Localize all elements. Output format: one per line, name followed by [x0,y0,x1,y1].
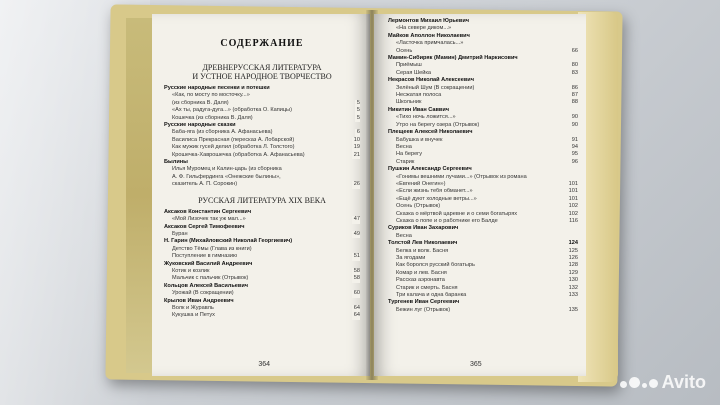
toc-author [388,77,578,84]
toc-entry-title: Комар и лев. Басня [396,269,447,276]
toc-entry [164,268,360,275]
toc-entry [388,307,578,314]
avito-wordmark: Avito [661,372,706,392]
toc-entry-title: На берегу [396,151,423,158]
toc-entry [164,305,360,312]
toc-author [164,159,360,166]
toc-entry-title: «На севере диком...» [396,25,452,32]
toc-page-number: 130 [568,277,578,284]
toc-page-number: 60 [353,290,360,297]
toc-entry-title: Василиса Прекрасная (пересказ А. Лобарской) [172,136,295,143]
toc-entry [164,144,360,151]
toc-entry-title: Старик [396,158,415,165]
toc-entry [388,218,578,225]
toc-entry-title: Баба-яга (из сборника А. Афанасьева) [172,129,273,136]
toc-author [388,166,578,173]
toc-entry-title: Н. Гарин (Михайловский Николай Георгиевич) [164,238,293,245]
toc-page-number: 5 [356,99,360,106]
toc-entry [388,181,578,188]
toc-entry-title: Волк и Журавль [172,304,214,311]
toc-entry [388,62,578,69]
toc-list-1 [164,85,360,189]
toc-entry-title: Пушкин Александр Сергеевич [388,166,472,173]
toc-page-number: 125 [568,247,578,254]
toc-entry-title: Буран [172,230,188,237]
toc-page-number: 102 [568,210,578,217]
toc-entry-title: Как мужик гусей делил (обработка Л. Толстого) [172,144,295,151]
toc-entry-title: Зелёный Шум (В сокращении) [396,84,475,91]
toc-page-number: 124 [568,240,578,247]
toc-entry-title: Кошечка (из сборника В. Даля) [172,114,253,121]
toc-entry [388,151,578,158]
toc-entry-title: «Ласточка примчалась...» [396,40,464,47]
toc-entry-title: Утро на берегу озера (Отрывок) [396,121,480,128]
toc-page-number: 21 [353,151,360,158]
toc-entry-title: Котик и козлик [172,267,210,274]
toc-entry-title: Майков Аполлон Николаевич [388,32,470,39]
toc-entry [164,152,360,159]
toc-entry [164,216,360,223]
right-page [374,14,586,376]
toc-page-number: 94 [571,143,578,150]
toc-entry-title: Весна [396,143,412,150]
toc-entry-title: Поступление в гимназию [172,253,238,260]
toc-author [164,283,360,290]
toc-entry-title: Никитин Иван Саввич [388,106,450,113]
toc-entry-title: Урожай (В сокращении) [172,290,234,297]
toc-entry-title: Школьник [396,99,422,106]
toc-entry-title: Бежин луг (Отрывок) [396,306,451,313]
toc-page-number: 102 [568,203,578,210]
toc-list-2 [164,209,360,320]
toc-entry-title: Рассказ аэронавта [396,277,445,284]
toc-page-number: 86 [571,84,578,91]
toc-page-number: 90 [571,121,578,128]
toc-entry [388,25,578,32]
toc-entry-title: Кольцов Алексей Васильевич [164,282,249,289]
toc-entry-title: сказитель А. П. Сорокин) [172,181,238,188]
toc-entry-title: Кукушка и Петух [172,312,215,319]
toc-entry-title: «Если жизнь тебя обманет...» [396,188,473,195]
toc-entry [164,166,360,173]
toc-entry [164,290,360,297]
toc-entry [388,211,578,218]
toc-page-number: 101 [568,195,578,202]
toc-page-number: 128 [568,262,578,269]
toc-page-number: 83 [571,69,578,76]
toc-entry [164,275,360,282]
toc-page-number: 101 [568,188,578,195]
toc-entry-title: Тургенев Иван Сергеевич [388,299,460,306]
toc-entry-title: Весна [396,232,412,239]
toc-entry [388,48,578,55]
toc-page-number: 133 [568,292,578,299]
toc-entry-title: Лермонтов Михаил Юрьевич [388,18,470,24]
toc-page-number: 101 [568,180,578,187]
toc-entry-title: Детство Тёмы (Глава из книги) [172,245,252,252]
toc-entry-title: «Мой Лизочек так уж мал...» [172,216,246,223]
toc-entry-title: Бабушка и внучек [396,136,443,143]
page-title: СОДЕРЖАНИЕ [220,38,304,49]
toc-page-number: 96 [571,158,578,165]
toc-entry [388,159,578,166]
toc-entry [388,85,578,92]
toc-author [164,224,360,231]
toc-entry [388,196,578,203]
toc-entry-title: Мальчик с пальчик (Отрывок) [172,275,249,282]
toc-author [388,55,578,62]
toc-entry-title: Плещеев Алексей Николаевич [388,129,473,136]
toc-entry-title: Сказка о мёртвой царевне и о семи богатырях [396,210,518,217]
toc-entry [388,262,578,269]
toc-entry-title: Белка и волк. Басня [396,247,449,254]
toc-page-number: 26 [353,181,360,188]
section-heading-old-russian [164,63,360,81]
toc-entry [388,203,578,210]
page-number-left: 364 [258,361,270,368]
toc-page-number: 19 [353,144,360,151]
toc-entry-title: Аксаков Константин Сергеевич [164,208,252,215]
toc-entry [164,174,360,181]
toc-page-number: 129 [568,269,578,276]
toc-page-number: 116 [569,217,578,224]
toc-entry-title: Толстой Лев Николаевич [388,240,458,247]
toc-page-number: 87 [571,92,578,99]
toc-entry-title: Осень (Отрывок) [396,203,441,210]
toc-entry [388,285,578,292]
toc-page-number: 6 [356,129,360,136]
toc-entry [388,174,578,181]
toc-entry [164,129,360,136]
toc-entry-title: «Ах ты, радуга-дуга...» (обработка О. Капицы) [172,107,292,114]
toc-entry [388,137,578,144]
toc-page-number: 5 [356,114,360,121]
toc-entry-title: Былины [164,159,188,166]
toc-entry-title: Осень [396,47,413,54]
toc-entry [388,270,578,277]
toc-entry-title: Аксаков Сергей Тимофеевич [164,223,245,230]
toc-entry-title: Крошечка-Хаврошечка (обработка А. Афанасьева) [172,151,305,158]
toc-entry [388,114,578,121]
toc-page-number: 132 [568,284,578,291]
toc-author [164,298,360,305]
toc-entry-title: «Тихо ночь ложится...» [396,114,456,121]
toc-entry [164,137,360,144]
toc-entry-title: «Евгений Онегин») [396,180,446,187]
toc-page-number: 80 [571,62,578,69]
toc-entry-title: Старик и смерть. Басня [396,284,458,291]
toc-entry [164,246,360,253]
toc-page-number: 10 [353,136,360,143]
toc-entry [388,188,578,195]
toc-entry-title: Крылов Иван Андреевич [164,297,234,304]
toc-page-number: 64 [353,304,360,311]
toc-page-number: 5 [356,107,360,114]
toc-author [164,261,360,268]
toc-page-number: 91 [571,136,578,143]
toc-entry [388,99,578,106]
toc-page-number: 95 [571,151,578,158]
section-heading-line: И УСТНОЕ НАРОДНОЕ ТВОРЧЕСТВО [192,72,332,81]
toc-entry [388,92,578,99]
avito-logo-icon [620,377,658,388]
toc-author [164,122,360,129]
toc-entry-title: Три калача и одна баранка [396,292,467,299]
toc-entry-title: Несжатая полоса [396,92,442,99]
toc-entry [164,107,360,114]
toc-author [388,33,578,40]
toc-entry-title: Илья Муромец и Калин-царь (из сборника [172,166,282,173]
toc-entry [164,92,360,99]
toc-entry [164,115,360,122]
toc-entry [164,231,360,238]
toc-page-number: 88 [571,99,578,106]
page-number-right: 365 [470,361,482,368]
avito-watermark [620,372,706,393]
toc-entry-title: Некрасов Николай Алексеевич [388,77,474,84]
toc-author [388,18,578,25]
toc-entry [388,144,578,151]
right-page-content [388,18,578,314]
toc-entry-title: Приёмыш [396,62,422,69]
toc-entry [388,40,578,47]
toc-entry [164,100,360,107]
left-page-content [164,32,360,320]
toc-entry-title: Сказка о попе и о работнике его Балде [396,217,498,224]
toc-entry [388,70,578,77]
toc-entry-title: «Как, по мосту по мосточку...» [172,92,250,99]
toc-entry [388,255,578,262]
toc-entry-title: За ягодами [396,255,426,261]
toc-entry-title: Как боролся русский богатырь [396,262,475,269]
toc-page-number: 58 [353,267,360,274]
toc-entry-title: (из сборника В. Даля) [172,99,229,106]
toc-author [388,299,578,306]
toc-page-number: 58 [353,275,360,282]
toc-page-number: 64 [353,312,360,319]
toc-page-number: 47 [353,216,360,223]
toc-entry-title: Суриков Иван Захарович [388,225,459,232]
toc-author [388,225,578,232]
section-heading-19th-century: РУССКАЯ ЛИТЕРАТУРА XIX ВЕКА [198,195,326,205]
toc-entry [388,248,578,255]
toc-page-number: 90 [571,114,578,121]
toc-author [388,240,578,247]
toc-entry-title: Русские народные сказки [164,122,236,129]
toc-list-right [388,18,578,314]
toc-entry [388,292,578,299]
toc-page-number: 51 [353,253,360,260]
toc-author [388,107,578,114]
toc-author [164,85,360,92]
toc-entry-title: Жуковский Василий Андреевич [164,260,253,267]
toc-page-number: 135 [568,306,578,313]
toc-entry [388,277,578,284]
toc-author [164,238,360,245]
toc-entry-title: Серая Шейка [396,69,431,76]
section-heading-line: ДРЕВНЕРУССКАЯ ЛИТЕРАТУРА [202,63,322,72]
toc-entry-title: Русские народные песенки и потешки [164,85,270,91]
toc-entry [388,122,578,129]
toc-page-number: 49 [353,230,360,237]
toc-page-number: 66 [571,47,578,54]
toc-page-number: 126 [568,255,578,261]
toc-author [388,129,578,136]
toc-entry-title: Мамин-Сибиряк (Мамин) Дмитрий Наркисович [388,55,518,62]
toc-author [164,209,360,216]
left-page [152,14,370,376]
toc-entry-title: «Гонимы вешними лучами...» (Отрывок из романа [396,173,527,180]
toc-entry-title: «Ещё дуют холодные ветры...» [396,195,477,202]
toc-entry [164,253,360,260]
toc-entry [164,312,360,319]
toc-entry [388,233,578,240]
toc-entry [164,181,360,188]
toc-entry-title: А. Ф. Гильфердинга «Онежские былины», [172,173,281,180]
